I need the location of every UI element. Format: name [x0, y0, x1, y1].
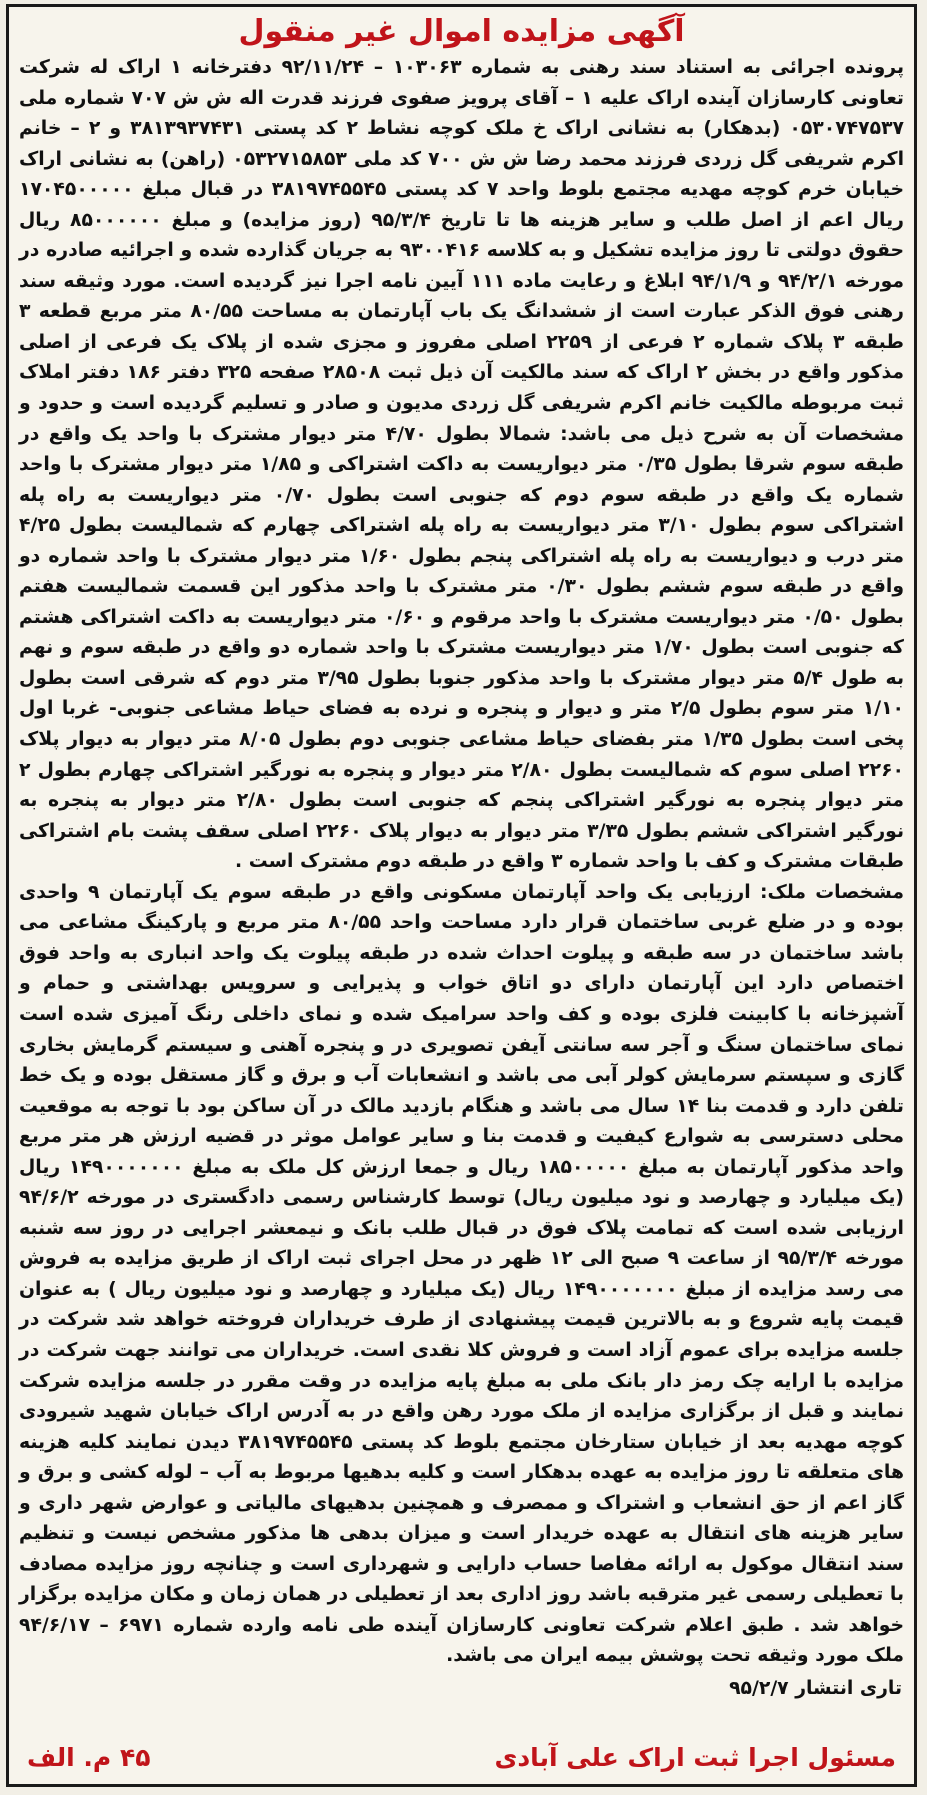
notice-title: آگهی مزایده اموال غیر منقول: [238, 14, 685, 49]
publication-date: تاری انتشار ۹۵/۲/۷: [729, 1677, 902, 1699]
notice-paragraph-case: پرونده اجرائی به استناد سند رهنی به شماره ۱۰۳۰۶۳ – ۹۲/۱۱/۲۴ دفترخانه ۱ اراک له شرکت تعاونی کارسازان آینده اراک علیه ۱ – آقای پرویز صفوی فرزند قدرت اله ش ش ۷۰۷ شماره ملی ۰۵۳۰۷۴۷۵۳۷ (بدهکار) به نشانی اراک خ ملک کوچه نشاط ۲ کد پستی ۳۸۱۳۹۳۷۴۳۱ و ۲ – خانم اکرم شریفی گل زردی فرزند محمد رضا ش ش ۷۰۰ کد ملی ۰۵۳۲۷۱۵۸۵۳ (راهن) به نشانی اراک خیابان خرم کوچه مهدیه مجتمع بلوط واحد ۷ کد پستی ۳۸۱۹۷۴۵۵۴۵ در قبال مبلغ ۱۷۰۴۵۰۰۰۰۰ ریال اعم از اصل طلب و سایر هزینه ها تا تاریخ ۹۵/۳/۴ (روز مزایده) و مبلغ ۸۵۰۰۰۰۰۰ ریال حقوق دولتی تا روز مزایده تشکیل و به کلاسه ۹۳۰۰۴۱۶ به جریان گذارده شده و اجرائیه صادره در مورخه ۹۴/۲/۱ و ۹۴/۱/۹ ابلاغ و رعایت ماده ۱۱۱ آیین نامه اجرا نیز گردیده است. مورد وثیقه سند رهنی فوق الذکر عبارت است از ششدانگ یک باب آپارتمان به مساحت ۸۰/۵۵ متر مربع قطعه ۳ طبقه ۳ پلاک شماره ۲ فرعی از ۲۲۵۹ اصلی مفروز و مجزی شده از پلاک یک فرعی از اصلی مذکور واقع در بخش ۲ اراک که سند مالکیت آن ذیل ثبت ۲۸۵۰۸ صفحه ۳۲۵ دفتر ۱۸۶ دفتر املاک ثبت مربوطه مالکیت خانم اکرم شریفی گل زردی مدیون و صادر و تسلیم گردیده است و حدود و مشخصات آن به شرح ذیل می باشد: شمالا بطول ۴/۷۰ متر دیوار مشترک با واحد یک واقع در طبقه سوم شرقا بطول ۰/۳۵ متر دیواریست به داکت اشتراکی و ۱/۸۵ متر دیوار مشترک با واحد شماره یک واقع در طبقه سوم دوم که جنوبی است بطول ۰/۷۰ متر دیواریست به راه پله اشتراکی سوم بطول ۳/۱۰ متر دیواریست به راه پله اشتراکی چهارم که شمالیست بطول ۴/۲۵ متر درب و دیواریست به راه پله اشتراکی پنجم بطول ۱/۶۰ متر دیوار مشترک با واحد شماره دو واقع در طبقه سوم ششم بطول ۰/۳۰ متر مشترک با واحد مذکور این قسمت شمالیست هفتم بطول ۰/۵۰ متر دیواریست مشترک با واحد مرقوم و ۰/۶۰ متر دیواریست به داکت اشتراکی هشتم که جنوبی است بطول ۱/۷۰ متر دیواریست مشترک با واحد شماره دو واقع در طبقه سوم و نهم به طول ۵/۴ متر دیوار مشترک با واحد مذکور جنوبا بطول ۳/۹۵ متر دوم که شرقی است بطول ۱/۱۰ متر سوم بطول ۲/۵ متر و دیوار و پنجره و نرده به فضای حیاط مشاعی جنوبی- غربا اول پخی است بطول ۱/۳۵ متر بفضای حیاط مشاعی جنوبی دوم بطول ۸/۰۵ متر دیوار به دیوار پلاک ۲۲۶۰ اصلی سوم که شمالیست بطول ۲/۸۰ متر دیوار و پنجره به نورگیر اشتراکی چهارم بطول ۲ متر دیوار پنجره به نورگیر اشتراکی پنجم که جنوبی است بطول ۲/۸۰ متر دیوار به پنجره به نورگیر اشتراکی ششم بطول ۳/۳۵ متر دیوار به دیوار پلاک ۲۲۶۰ اصلی سقف پشت بام اشتراکی طبقات مشترک و کف با واحد شماره ۳ واقع در طبقه دوم مشترک است .: [19, 57, 905, 873]
signer-name: مسئول اجرا ثبت اراک علی آبادی: [494, 1743, 896, 1772]
notice-body: [9, 51, 914, 1672]
notice-paragraph-property: مشخصات ملک: ارزیابی یک واحد آپارتمان مسکونی واقع در طبقه سوم یک آپارتمان ۹ واحدی بوده و در ضلع غربی ساختمان قرار دارد مساحت واحد ۸۰/۵۵ متر مربع و پارکینگ مشاعی می باشد ساختمان در سه طبقه و پیلوت احداث شده در طبقه پیلوت یک واحد انباری به واحد فوق اختصاص دارد این آپارتمان دارای دو اتاق خواب و پذیرایی و سرویس بهداشتی و حمام و آشپزخانه با کابینت فلزی بوده و کف واحد سرامیک شده و نمای داخلی رنگ آمیزی شده است نمای ساختمان سنگ و آجر سه سانتی آیفن تصویری در و پنجره آهنی و سیستم گرمایش بخاری گازی و سپستم سرمایش کولر آبی می باشد و انشعابات آب و برق و گاز مستقل بوده و یک خط تلفن دارد و قدمت بنا ۱۴ سال می باشد و هنگام بازدید مالک در آن ساکن بود با توجه به موقعیت محلی دسترسی به شوارع کیفیت و قدمت بنا و سایر عوامل موثر در قضیه ارزش هر متر مربع واحد مذکور آپارتمان به مبلغ ۱۸۵۰۰۰۰۰ ریال و جمعا ارزش کل ملک به مبلغ ۱۴۹۰۰۰۰۰۰۰ ریال (یک میلیارد و چهارصد و نود میلیون ریال) توسط کارشناس رسمی دادگستری در مورخه ۹۴/۶/۲ ارزیابی شده است که تمامت پلاک فوق در قبال طلب بانک و نیمعشر اجرایی در روز سه شنبه مورخه ۹۵/۳/۴ از ساعت ۹ صبح الی ۱۲ ظهر در محل اجرای ثبت اراک از طریق مزایده به فروش می رسد مزایده از مبلغ ۱۴۹۰۰۰۰۰۰۰ ریال (یک میلیارد و چهارصد و نود میلیون ریال ) به عنوان قیمت پایه شروع و به بالاترین قیمت پیشنهادی از طرف خریداران فروخته خواهد شد شرکت در جلسه مزایده برای عموم آزاد است و فروش کلا نقدی است. خریداران می توانند جهت شرکت در مزایده با ارایه چک رمز دار بانک ملی به مبلغ پایه مزایده در وقت مقرر در جلسه مزایده شرکت نمایند و قبل از برگزاری مزایده از ملک مورد رهن واقع در به آدرس اراک خیابان شهید شیرودی کوچه مهدیه بعد از خیابان ستارخان مجتمع بلوط کد پستی ۳۸۱۹۷۴۵۵۴۵ دیدن نمایند کلیه هزینه های متعلقه تا روز مزایده به عهده بدهکار است و کلیه بدهیها مربوط به آب – لوله کشی و برق و گاز اعم از حق انشعاب و اشتراک و ممصرف و همچنین بدهیهای مالیاتی و عوارض شهر داری و سایر هزینه های انتقال به عهده خریدار است و میزان بدهی ها مذکور مشخص نیست و تنظیم سند انتقال موکول به ارائه مفاصا حساب دارایی و شهرداری است و چنانچه روز مزایده مصادف با تعطیلی رسمی غیر مترقبه باشد روز اداری بعد از تعطیلی در همان زمان و مکان مزایده برگزار خواهد شد . طبق اعلام شرکت تعاونی کارسازان آینده طی نامه وارده شماره ۶۹۷۱ – ۹۴/۶/۱۷ ملک مورد وثیقه تحت پوشش بیمه ایران می باشد.: [19, 881, 905, 1667]
notice-footer: [9, 1738, 914, 1778]
auction-notice: [6, 4, 917, 1787]
notice-code: ۴۵ م. الف: [27, 1743, 151, 1772]
